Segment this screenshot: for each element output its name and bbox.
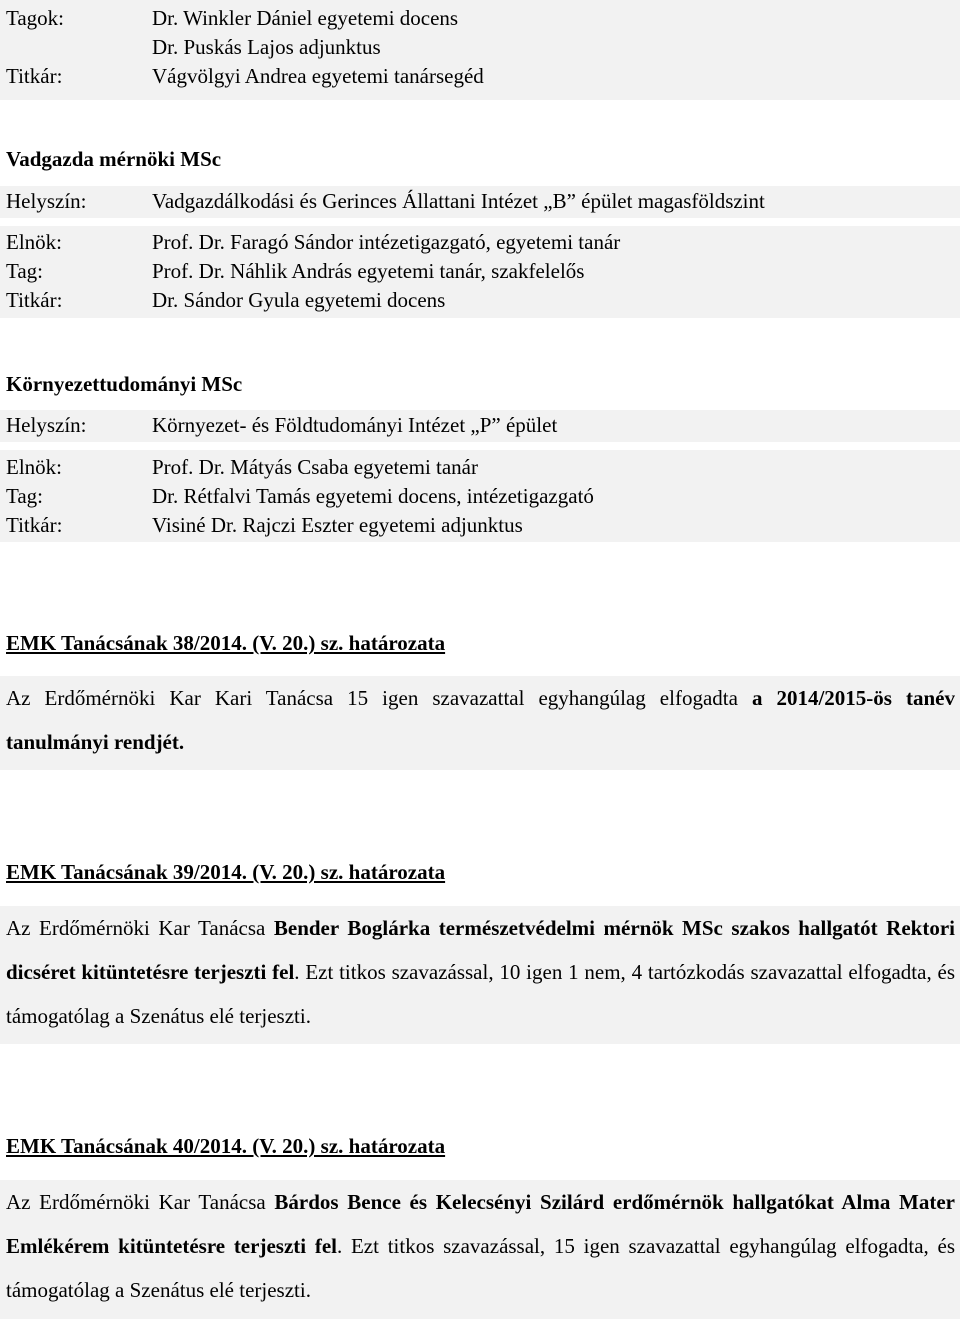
res40-text-1: Az Erdőmérnöki Kar Tanácsa [6, 1190, 275, 1214]
kornyezet-title: Környezettudományi MSc [6, 372, 243, 396]
res40-title: EMK Tanácsának 40/2014. (V. 20.) sz. határozata [6, 1134, 446, 1158]
res39-text-bold: Bender Boglárka természetvédelmi mérnök MSc szakos hallgatót Rektori dicséret kitüntetésre terjeszti fel [6, 916, 955, 984]
kornyezet-chair-label: Elnök: [6, 455, 62, 479]
res40-text-2: . Ezt titkos szavazással, 15 igen szavazattal egyhangúlag elfogadta, és támogatólag a Szenátus elé terjeszti. [6, 1234, 955, 1302]
res38-title: EMK Tanácsának 38/2014. (V. 20.) sz. határozata [6, 631, 446, 655]
res39-text-1: Az Erdőmérnöki Kar Tanácsa [6, 916, 274, 940]
vadgazda-location-label: Helyszín: [6, 189, 87, 213]
kornyezet-location-label: Helyszín: [6, 413, 87, 437]
kornyezet-secretary-label: Titkár: [6, 513, 63, 537]
vadgazda-chair: Prof. Dr. Faragó Sándor intézetigazgató, egyetemi tanár [152, 230, 621, 254]
res38-text-bold: a 2014/2015-ös tanév tanulmányi rendjét. [6, 686, 955, 754]
secretary: Vágvölgyi Andrea egyetemi tanársegéd [152, 64, 484, 88]
vadgazda-chair-label: Elnök: [6, 230, 62, 254]
res39-title: EMK Tanácsának 39/2014. (V. 20.) sz. határozata [6, 860, 446, 884]
kornyezet-member-label: Tag: [6, 484, 44, 508]
res39-text-2: . Ezt titkos szavazással, 10 igen 1 nem, 4 tartózkodás szavazattal elfogadta, és támogatólag a Szenátus elé terjeszti. [6, 960, 955, 1028]
members-label: Tagok: [6, 6, 65, 30]
vadgazda-member-label: Tag: [6, 259, 44, 283]
secretary-label: Titkár: [6, 64, 63, 88]
kornyezet-chair: Prof. Dr. Mátyás Csaba egyetemi tanár [152, 455, 478, 479]
member-2: Dr. Puskás Lajos adjunktus [152, 35, 381, 59]
res38-text [6, 676, 955, 764]
vadgazda-member: Prof. Dr. Náhlik András egyetemi tanár, szakfelelős [152, 259, 585, 283]
member-1: Dr. Winkler Dániel egyetemi docens [152, 6, 459, 30]
kornyezet-secretary: Visiné Dr. Rajczi Eszter egyetemi adjunktus [152, 513, 523, 537]
vadgazda-secretary: Dr. Sándor Gyula egyetemi docens [152, 288, 446, 312]
vadgazda-title: Vadgazda mérnöki MSc [6, 147, 222, 171]
vadgazda-secretary-label: Titkár: [6, 288, 63, 312]
kornyezet-member: Dr. Rétfalvi Tamás egyetemi docens, intézetigazgató [152, 484, 594, 508]
res40-text [6, 1180, 955, 1312]
kornyezet-location: Környezet- és Földtudományi Intézet „P” épület [152, 413, 558, 437]
res38-text-1: Az Erdőmérnöki Kar Kari Tanácsa 15 igen szavazattal egyhangúlag elfogadta [6, 686, 752, 710]
res40-text-bold: Bárdos Bence és Kelecsényi Szilárd erdőmérnök hallgatókat Alma Mater Emlékérem kitüntetésre terjeszti fel [6, 1190, 955, 1258]
res39-text [6, 906, 955, 1038]
vadgazda-location: Vadgazdálkodási és Gerinces Állattani Intézet „B” épület magasföldszint [152, 189, 765, 213]
